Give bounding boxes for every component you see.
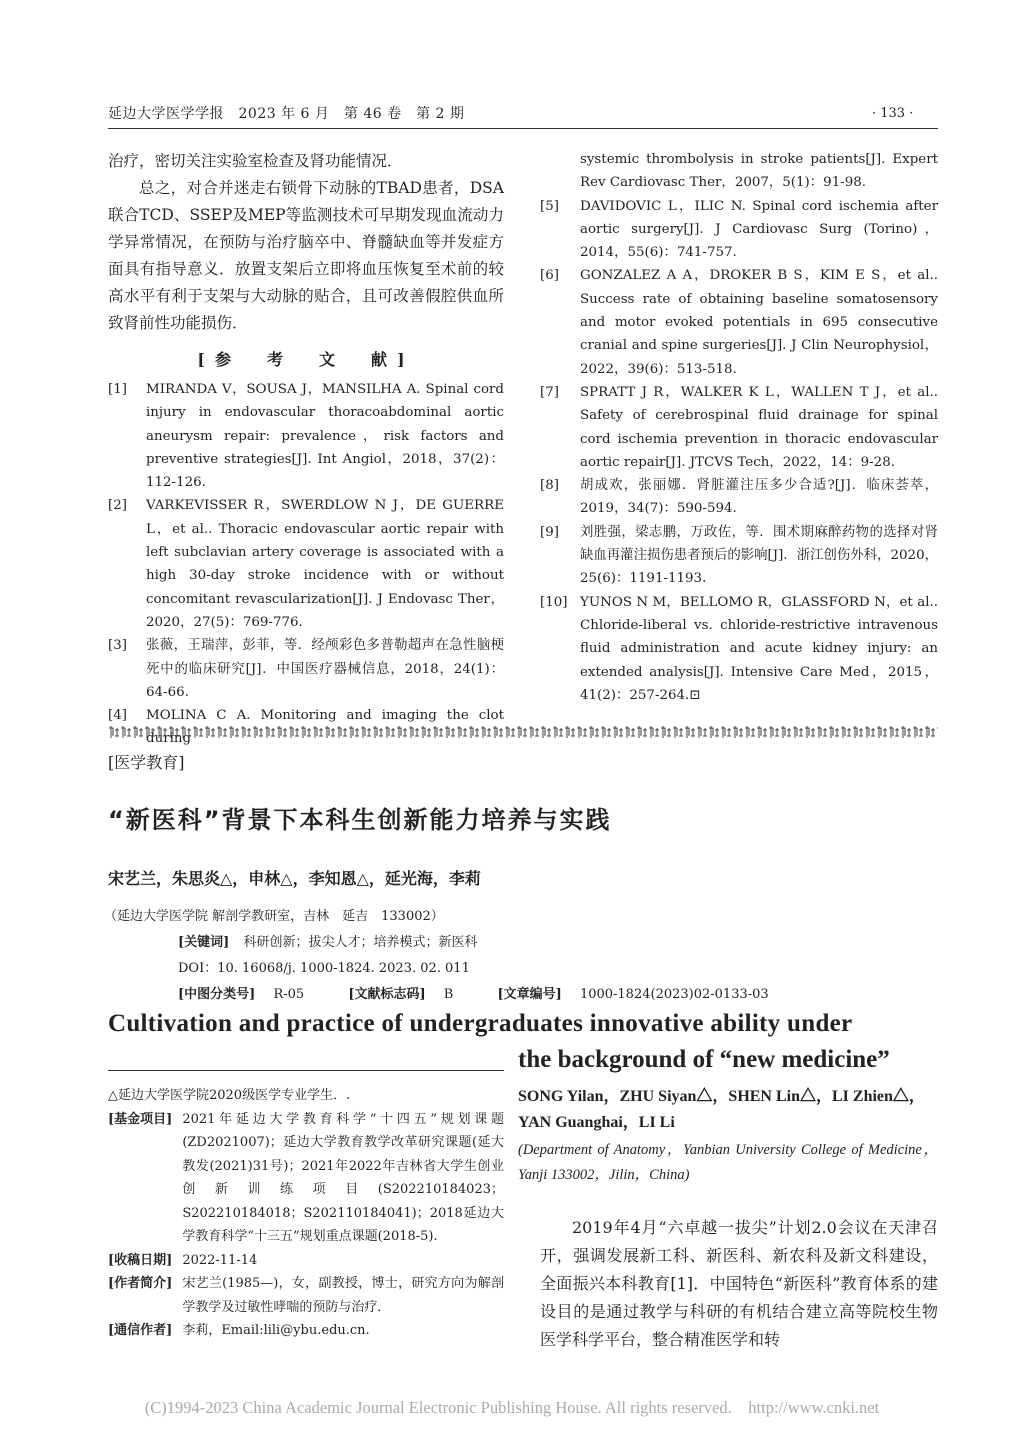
reference-item [540, 195, 938, 265]
reference-item [108, 634, 504, 704]
affiliation-cn: （延边大学医学院 解剖学教研室，吉林 延吉 133002） [104, 909, 444, 924]
reference-text: 刘胜强，梁志鹏，万政佐，等．围术期麻醉药物的选择对肾缺血再灌注损伤患者预后的影响[J]．浙江创伤外科，2020，25(6)：1191-1193. [580, 524, 938, 587]
journal-header: 延边大学医学学报 2023 年 6 月 第 46 卷 第 2 期 [108, 106, 465, 122]
reference-number: [1] [108, 382, 127, 397]
footnote-author [108, 1272, 504, 1319]
reference-text: DAVIDOVIC L，ILIC N. Spinal cord ischemia after aortic surgery[J]. J Cardiovasc Surg (Torino)，2014，55(6)：741-757. [580, 198, 938, 261]
footnote-corresponding [108, 1319, 504, 1343]
reference-number: [7] [540, 384, 559, 400]
reference-number: [9] [540, 524, 559, 540]
reference-text: YUNOS N M，BELLOMO R，GLASSFORD N，et al.. Chloride-liberal vs. chloride-restrictive intravenous fluid administration and acute kidney injury: an extended analysis[J]. Intensive Care Med，2015，41(2)：257-264.⊡ [580, 594, 938, 703]
reference-number: [6] [540, 268, 559, 284]
reference-item [540, 381, 938, 474]
footnote-fund [108, 1108, 504, 1249]
reference-text: GONZALEZ A A，DROKER B S，KIM E S，et al.. Success rate of obtaining baseline somatosensory and motor evoked potentials in 695 consecutive cranial and spine surgeries[J]. J Clin Neurophysiol，2022，39(6)：513-518. [580, 268, 938, 377]
footnote-received [108, 1249, 504, 1273]
affiliation-en: (Department of Anatomy，Yanbian University College of Medicine，Yanji 133002，Jilin，China) [518, 1142, 938, 1183]
fund-value: 2021年延边大学教育科学“十四五”规划课题(ZD2021007)；延边大学教育教学改革研究课题(延大教发(2021)31号)；2021年2022年吉林省大学生创业创新训练项目(S202210184023；S202210184018；S202110184041)；2018延边大学教育科学“十三五”规划重点课题(2018-5). [182, 1111, 504, 1244]
article-title-en-line2: the background of “new medicine” [518, 1046, 890, 1073]
doc-code-value: B [443, 987, 454, 1002]
reference-number: [10] [540, 594, 568, 610]
right-column [540, 148, 938, 707]
page-number: · 133 · [872, 106, 914, 121]
section-tag: [医学教育] [108, 753, 185, 772]
section-separator [108, 724, 938, 740]
reference-number: [5] [540, 198, 559, 214]
keywords-label: [关键词] [178, 935, 230, 950]
header-rule [108, 128, 938, 129]
reference-text: MOLINA C A. Monitoring and imaging the clot [146, 708, 504, 724]
paragraph: 总之，对合并迷走右锁骨下动脉的TBAD患者，DSA联合TCD、SSEP及MEP等监测技术可早期发现血流动力学异常情况，在预防与治疗脑卒中、脊髓缺血等并发症方面具有指导意义．放置支架后立即将血压恢复至术前的较高水平有利于支架与大动脉的贴合，且可改善假腔供血所致肾前性功能损伤． [108, 179, 504, 332]
reference-item [540, 264, 938, 380]
reference-item [540, 591, 938, 707]
corr-label: [通信作者] [108, 1323, 173, 1338]
left-column [108, 148, 504, 751]
references-title: [参 考 文 献] [197, 350, 415, 369]
received-value: 2022-11-14 [182, 1252, 258, 1268]
body-text [540, 1214, 938, 1354]
paragraph: 2019年4月“六卓越一拔尖”计划2.0会议在天津召开，强调发展新工科、新医科、新农科及新文科建设，全面振兴本科教育[1]．中国特色“新医科”教育体系的建设目的是通过教学与科研的有机结合建立高等院校生物医学科学平台，整合精准医学和转 [540, 1218, 938, 1349]
reference-text: SPRATT J R，WALKER K L，WALLEN T J，et al.. Safety of cerebrospinal fluid drainage for spinal cord ischemia prevention in thoracic endovascular aortic repair[J]. JTCVS Tech，2022，14：9-28. [580, 384, 938, 470]
reference-item [108, 378, 504, 494]
author-value: 宋艺兰(1985—)，女，副教授，博士，研究方向为解剖学教学及过敏性哮喘的预防与治疗． [182, 1276, 504, 1315]
authors-en: SONG Yilan，ZHU Siyan△，SHEN Lin△，LI Zhien△，YAN Guanghai，LI Li [518, 1088, 925, 1131]
copyright-footer: (C)1994-2023 China Academic Journal Electronic Publishing House. All rights reserved. http://www.cnki.net [144, 1398, 880, 1417]
author-label: [作者简介] [108, 1276, 173, 1291]
reference-text: MIRANDA V，SOUSA J，MANSILHA A. Spinal cord injury in endovascular thoracoabdominal aortic aneurysm repair: prevalence，risk factors and preventive strategies[J]. Int Angiol，2018，37(2)：112-126. [146, 382, 504, 491]
reference-text: systemic thrombolysis in stroke patients[J]. Expert Rev Cardiovasc Ther，2007，5(1)：91-98. [580, 152, 938, 191]
keywords-value: 科研创新；拔尖人才；培养模式；新医科 [243, 935, 478, 950]
doi: DOI：10. 16068/j. 1000-1824. 2023. 02. 011 [178, 961, 470, 976]
fund-label: [基金项目] [108, 1111, 173, 1127]
reference-item [540, 474, 938, 521]
article-no-value: 1000-1824(2023)02-0133-03 [579, 987, 769, 1002]
reference-text: 张薇，王瑞萍，彭菲，等．经颅彩色多普勒超声在急性脑梗死中的临床研究[J]．中国医疗器械信息，2018，24(1)：64-66. [146, 638, 504, 700]
student-note: △延边大学医学院2020级医学专业学生．. [108, 1088, 351, 1103]
reference-number: [2] [108, 498, 127, 514]
reference-text: 胡成欢，张丽娜．肾脏灌注压多少合适?[J]．临床荟萃，2019，34(7)：590-594. [580, 478, 938, 517]
reference-text: VARKEVISSER R，SWERDLOW N J，DE GUERRE L，et al.. Thoracic endovascular aortic repair with left subclavian artery coverage is associated with a high 30-day stroke incidence with or without concomitant revascularization[J]. J Endovasc Ther，2020，27(5)：769-776. [146, 498, 504, 630]
authors-cn: 宋艺兰，朱思炎△，申林△，李知恩△，延光海，李莉 [108, 869, 481, 888]
footnotes [108, 1084, 504, 1343]
article-title-cn: “新医科”背景下本科生创新能力培养与实践 [108, 806, 612, 834]
corr-value: 李莉，Email:lili@ybu.edu.cn. [182, 1323, 370, 1338]
reference-number: [8] [540, 478, 559, 494]
classification-row [178, 983, 769, 1002]
reference-number: [4] [108, 708, 127, 724]
reference-item [540, 521, 938, 591]
doc-code-label: [文献标志码] [348, 987, 426, 1002]
reference-item [540, 148, 938, 195]
article-title-en-line1: Cultivation and practice of undergraduates innovative ability under [108, 1010, 853, 1037]
footnote-rule [108, 1070, 504, 1071]
keywords-row [178, 931, 477, 950]
reference-number: [3] [108, 638, 127, 654]
clc-label: [中图分类号] [178, 987, 256, 1002]
article-no-label: [文章编号] [497, 987, 562, 1002]
clc-value: R-05 [273, 987, 305, 1002]
reference-item [108, 494, 504, 634]
paragraph: 治疗，密切关注实验室检查及肾功能情况． [108, 152, 403, 170]
received-label: [收稿日期] [108, 1252, 173, 1268]
